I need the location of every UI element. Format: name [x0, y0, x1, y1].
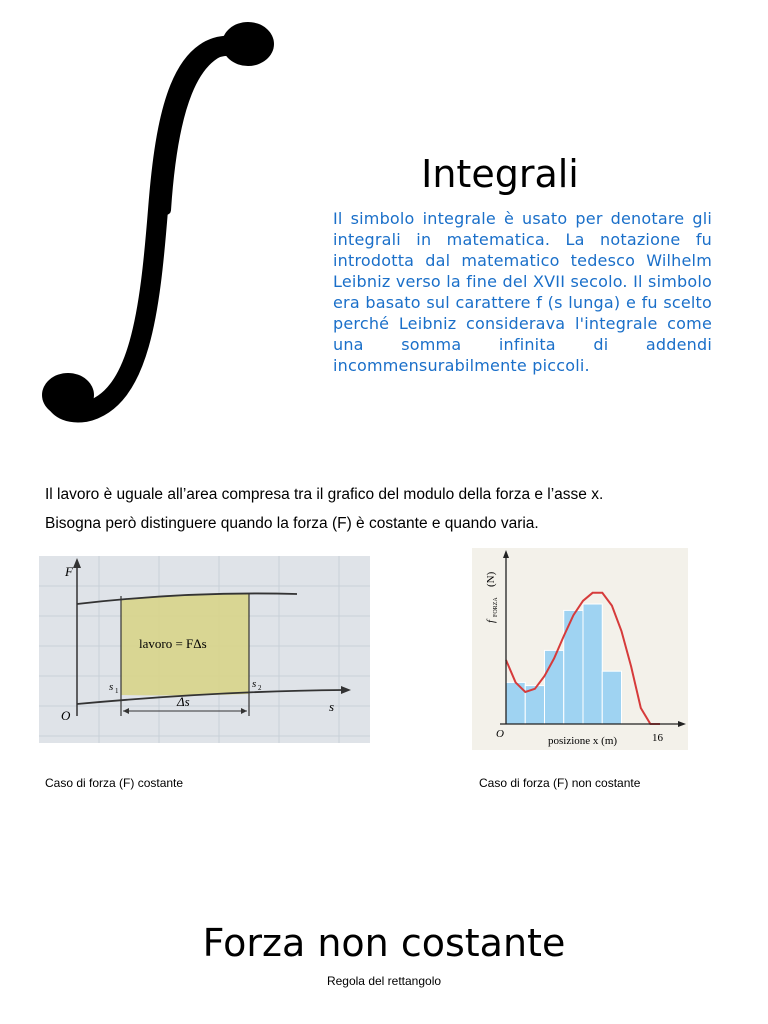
constant-force-figure: [39, 556, 370, 743]
s2-subscript: 2: [258, 684, 262, 692]
body-paragraph: [45, 480, 735, 538]
area-label: lavoro = FΔs: [139, 636, 207, 651]
y-axis-unit: (N): [485, 571, 497, 587]
y-axis-label: F: [65, 564, 73, 579]
caption-variable: Caso di forza (F) non costante: [479, 776, 641, 790]
s1-label: s: [109, 681, 114, 693]
chart-bar: [602, 671, 621, 724]
y-axis-label: f: [485, 619, 497, 623]
integral-description: Il simbolo integrale è usato per denotare gli integrali in matematica. La notazione fu introdotta dal matematico tedesco Wilhelm Leibniz verso la fine del XVII secolo. Il simbolo era basato sul carattere f (s lunga) e fu scelto perché Leibniz considerava l'integrale come una somma infinita di addendi incommensurabilmente piccoli.: [333, 209, 712, 375]
body-line-2: Bisogna però distinguere quando la forza (F) è costante e quando varia.: [45, 515, 539, 532]
delta-s-label: Δs: [177, 694, 190, 709]
chart-bar: [583, 604, 602, 724]
body-line-1: Il lavoro è uguale all’area compresa tra il grafico del modulo della forza e l’asse x.: [45, 486, 604, 503]
page-title: Integrali: [421, 152, 579, 196]
x-axis-label: posizione x (m): [548, 735, 618, 747]
y-axis-subscript: FORZA: [493, 597, 499, 617]
integral-symbol-icon: [30, 10, 290, 430]
origin-label: O: [496, 728, 504, 740]
chart-bar: [564, 610, 583, 724]
origin-label: O: [61, 708, 71, 723]
chart-bar: [545, 650, 564, 724]
section-subtitle: Regola del rettangolo: [326, 974, 442, 988]
section-title: Forza non costante: [202, 921, 566, 965]
s2-label: s: [252, 678, 257, 690]
s1-subscript: 1: [115, 687, 119, 695]
x-axis-label: s: [329, 699, 335, 714]
caption-constant: Caso di forza (F) costante: [45, 776, 184, 790]
variable-force-chart: [472, 548, 688, 750]
x-max-label: 16: [652, 732, 663, 744]
